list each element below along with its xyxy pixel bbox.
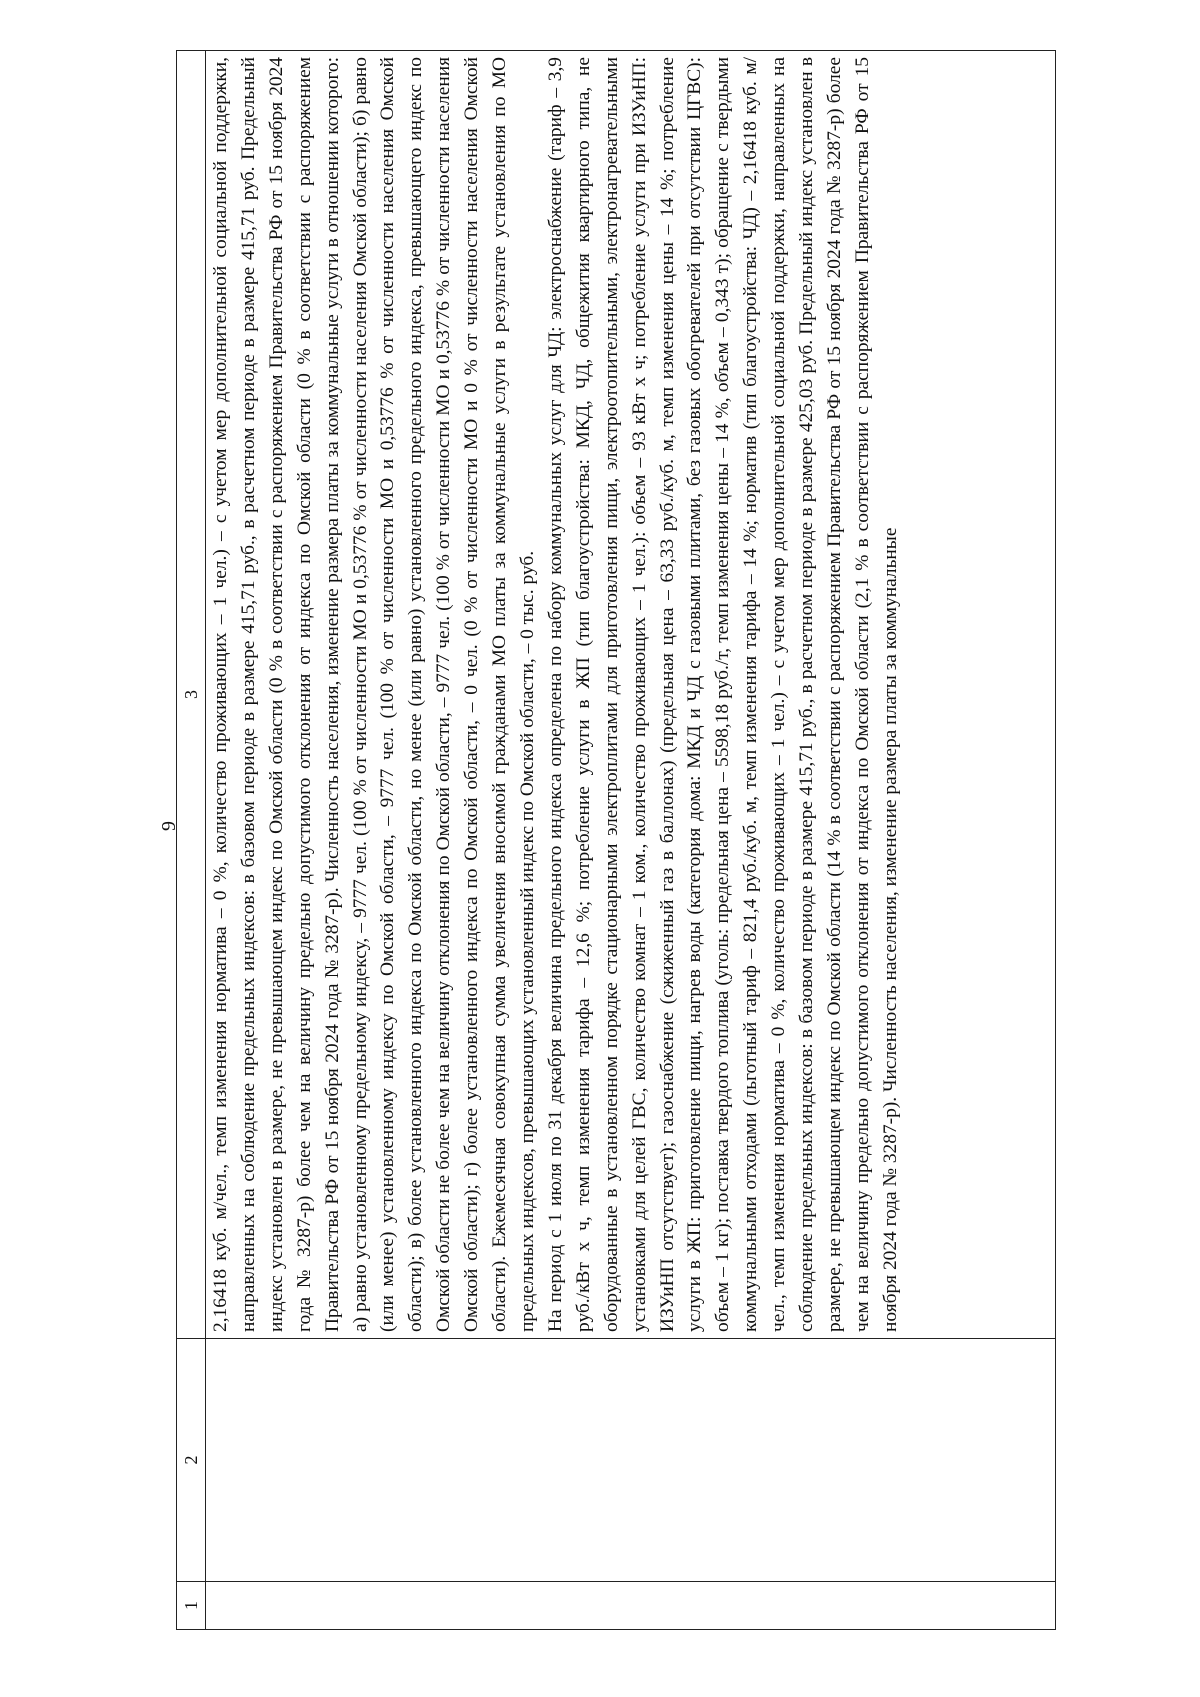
paragraph-july-december: На период с 1 июля по 31 декабря величина предельного индекса определена по набору коммунальных услуг для ЧД: электроснабжение (тариф – 3,9 руб./кВт х ч, темп изменения тарифа – 12,6 %; потребление услуги в ЖП (тип благоустройства: МКД, ЧД, общежития квартирного типа, не оборудованные в установленном порядке стационарными электроплитами для приготовления пищи, электроотопительными, электронагревательными установками для целей ГВС, количество комнат – 1 ком., количество проживающих – 1 чел.): объем – 93 кВт х ч; потребление услуги при ИЗУиНП: ИЗУиНП отсутствует); газоснабжение (сжиженный газ в баллонах) (предельная цена – 63,33 руб./куб. м, темп изменения цены – 14 %; потребление услуги в ЖП: приготовление пищи, нагрев воды (категория дома: МКД и ЧД с газовыми плитами, без газовых обогревателей при отсутствии ЦГВС): объем – 1 кг); поставка твердого топлива (уголь: предельная цена – 5598,18 руб./т, темп изменения цены – 14 %, объем – 0,343 т); обращение с твердыми коммунальными отходами (льготный тариф – 821,4 руб./куб. м, темп изменения тарифа – 14 %; норматив (тип благоустройства: ЧД) – 2,16418 куб. м/чел., темп изменения норматива – 0 %, количество проживающих – 1 чел.) – с учетом мер дополнительной социальной поддержки, направленных на соблюдение предельных индексов: в базовом периоде в размере 415,71 руб., в расчетном периоде в размере 425,03 руб. Предельный индекс установлен в размере, не превышающем индекс по Омской области (14 % в соответствии с распоряжением Правительства РФ от 15 ноября 2024 года № 3287-р) более чем на величину предельно допустимого отклонения от индекса по Омской области (2,1 % в соответствии с распоряжением Правительства РФ от 15 ноября 2024 года № 3287-р). Численность населения, изменение размера платы за коммунальные: [544, 57, 901, 1332]
page-number: 9: [158, 821, 180, 831]
column-header-3: 3: [181, 690, 201, 699]
table-cell-col2: [205, 1338, 1055, 1581]
document-table: [176, 50, 1056, 1630]
table-cell-col1: [205, 1581, 1055, 1629]
column-header-2: 2: [177, 1338, 205, 1581]
column-header-1: 1: [177, 1581, 205, 1629]
table-header-row: [177, 51, 206, 1629]
table-row: [205, 51, 1055, 1629]
paragraph-continuation: 2,16418 куб. м/чел., темп изменения норматива – 0 %, количество проживающих – 1 чел.) – с учетом мер дополнительной социальной поддержки, направленных на соблюдение предельных индексов: в базовом периоде в размере 415,71 руб., в расчетном периоде в размере 415,71 руб. Предельный индекс установлен в размере, не превышающем индекс по Омской области (0 % в соответствии с распоряжением Правительства РФ от 15 ноября 2024 года № 3287-р) более чем на величину предельно допустимого отклонения от индекса по Омской области (0 % в соответствии с распоряжением Правительства РФ от 15 ноября 2024 года № 3287-р). Численность населения, изменение размера платы за коммунальные услуги в отношении которого: а) равно установленному предельному индексу, – 9777 чел. (100 % от численности МО и 0,53776 % от численности населения Омской области); б) равно (или менее) установленному индексу по Омской области, – 9777 чел. (100 % от численности МО и 0,53776 % от численности населения Омской области); в) более установленного индекса по Омской области, но менее (или равно) установленного предельного индекса, превышающего индекс по Омской области не более чем на величину отклонения по Омской области, – 9777 чел. (100 % от численности МО и 0,53776 % от численности населения Омской области); г) более установленного индекса по Омской области, – 0 чел. (0 % от численности МО и 0 % от численности населения Омской области). Ежемесячная совокупная сумма увеличения вносимой гражданами МО платы за коммунальные услуги в результате установления по МО предельных индексов, превышающих установленный индекс по Омской области, – 0 тыс. руб.: [210, 57, 538, 1332]
table-cell-content: [205, 51, 1055, 1338]
